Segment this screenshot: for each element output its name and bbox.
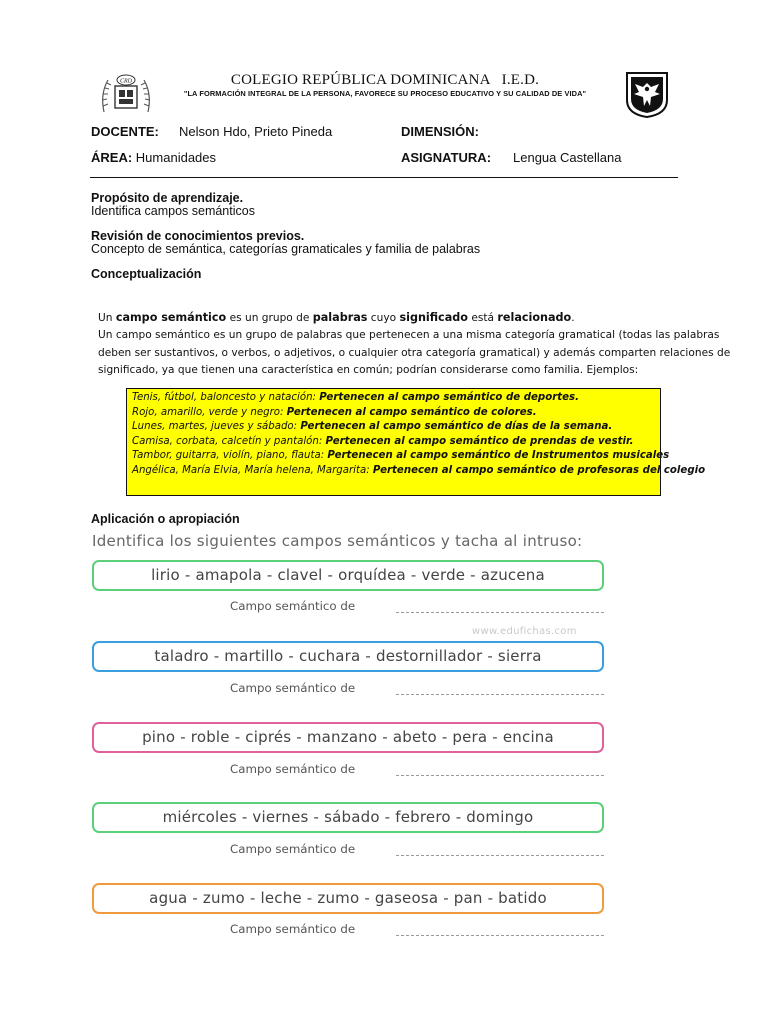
explanation-line: Un campo semántico es un grupo de palabras que pertenecen a una misma categoría gramatical (todas las palabras [98,329,720,342]
docente-row [91,124,159,139]
answer-blank[interactable] [396,855,604,856]
definition-text: . [571,312,575,324]
example-field: Pertenecen al campo semántico de colores. [286,406,537,418]
example-field: Pertenecen al campo semántico de profesoras del colegio [372,464,706,476]
answer-blank[interactable] [396,612,604,613]
docente-label: DOCENTE: [91,124,159,139]
example-words: Tenis, fútbol, baloncesto y natación: [132,392,320,403]
definition-text: es un grupo de [226,312,313,324]
keyword: palabras [312,311,368,324]
keyword: relacionado [497,311,572,324]
exercise-word-list: agua - zumo - leche - zumo - gaseosa - pan - batido [92,883,604,914]
crest-initials: CRD [120,78,132,85]
aplicacion-title: Aplicación o apropiación [91,512,240,526]
school-name: COLEGIO REPÚBLICA DOMINICANA I.E.D. [230,72,540,88]
answer-blank[interactable] [396,935,604,936]
example-field: Pertenecen al campo semántico de días de la semana. [300,421,613,433]
example-line [132,406,660,421]
example-words: Rojo, amarillo, verde y negro: [132,406,287,418]
definition-line [98,309,678,327]
asignatura-label: ASIGNATURA: [401,150,492,165]
example-field: Pertenecen al campo semántico de prendas de vestir. [325,435,634,447]
asignatura-row [401,150,491,165]
revision-text: Concepto de semántica, categorías gramaticales y familia de palabras [91,242,481,256]
explanation-line: deben ser sustantivos, o verbos, o adjetivos, o cualquier otra categoría gramatical) y además comparten relaciones de [98,346,731,359]
revision-title: Revisión de conocimientos previos. [91,229,305,243]
explanation-line: significado, ya que tienen una característica en común; podrían considerarse como familia. Ejemplos: [98,363,639,376]
example-line [132,391,660,406]
area-label: ÁREA: [91,150,133,165]
docente-value: Nelson Hdo, Prieto Pineda [179,124,333,139]
examples-box [126,388,706,496]
example-line [132,464,706,479]
definition-text: Un [98,312,116,324]
campo-label: Campo semántico de [230,599,356,613]
watermark: www.edufichas.com [472,626,577,637]
campo-label: Campo semántico de [230,762,356,776]
dimension-label: DIMENSIÓN: [401,124,479,139]
coat-of-arms-logo [624,70,670,118]
school-crest-logo [98,72,154,116]
example-field: Pertenecen al campo semántico de deportes. [319,392,579,403]
example-words: Lunes, martes, jueves y sábado: [132,421,301,433]
asignatura-value: Lengua Castellana [513,150,622,165]
proposito-text: Identifica campos semánticos [91,204,255,218]
dimension-row [401,124,479,139]
definition-paragraph [98,309,731,379]
exercise-instructions: Identifica los siguientes campos semánticos y tacha al intruso: [92,532,583,550]
example-words: Camisa, corbata, calcetín y pantalón: [132,435,326,447]
area-row [91,150,216,165]
proposito-title: Propósito de aprendizaje. [91,191,244,205]
keyword: campo semántico [115,311,227,324]
school-crest-icon [98,72,154,116]
definition-text: cuyo [367,312,400,324]
answer-blank[interactable] [396,694,604,695]
answer-blank[interactable] [396,775,604,776]
campo-label: Campo semántico de [230,922,356,936]
area-value: Humanidades [135,150,217,165]
keyword: significado [399,311,468,324]
campo-label: Campo semántico de [230,842,356,856]
school-motto: "LA FORMACIÓN INTEGRAL DE LA PERSONA, FAVORECE SU PROCESO EDUCATIVO Y SU CALIDAD DE VIDA" [183,89,587,98]
header-divider [90,177,678,178]
exercise-word-list: taladro - martillo - cuchara - destornillador - sierra [92,641,604,672]
exercise-word-list: miércoles - viernes - sábado - febrero - domingo [92,802,604,833]
campo-label: Campo semántico de [230,681,356,695]
example-line [132,449,670,464]
exercise-word-list: lirio - amapola - clavel - orquídea - verde - azucena [92,560,604,591]
coat-of-arms-icon [624,70,670,118]
example-field: Pertenecen al campo semántico de Instrumentos musicales [327,450,670,462]
definition-text: está [467,312,498,324]
example-words: Angélica, María Elvia, María helena, Margarita: [132,464,373,476]
example-words: Tambor, guitarra, violín, piano, flauta: [132,450,328,462]
exercise-word-list: pino - roble - ciprés - manzano - abeto - pera - encina [92,722,604,753]
example-line [132,435,660,450]
conceptualizacion-title: Conceptualización [91,267,202,281]
example-line [132,420,660,435]
